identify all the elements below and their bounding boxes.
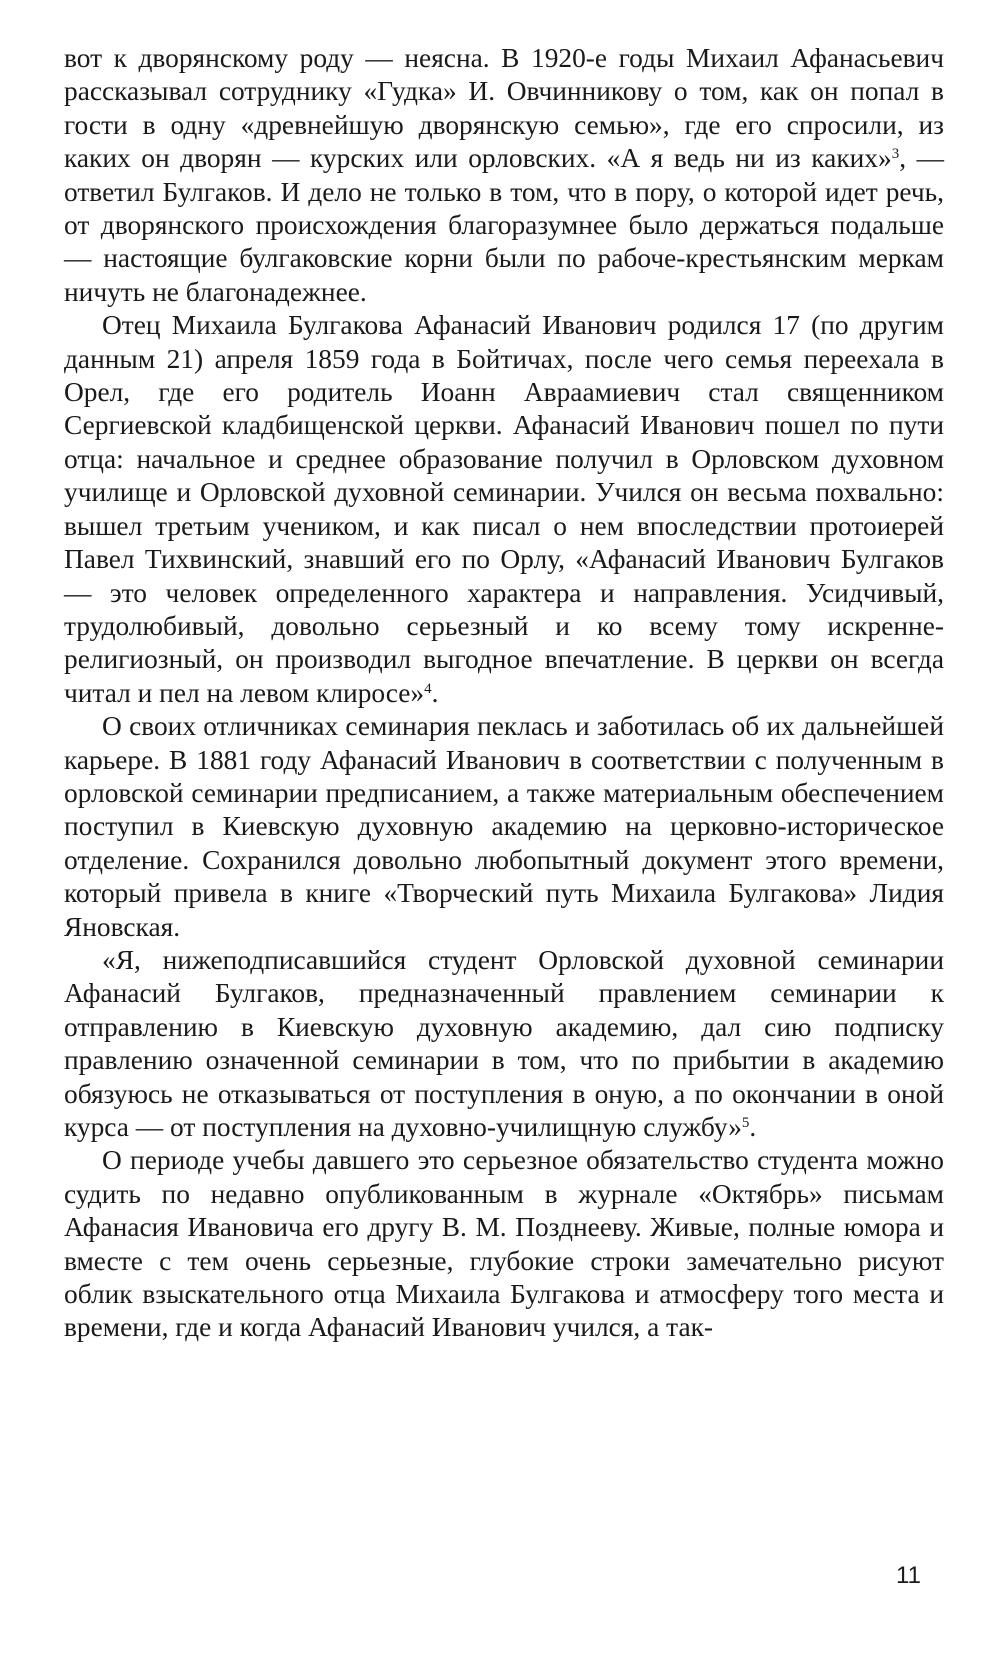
paragraph-5-text: О периоде учебы давшего это серьезное обязательство студента можно судить по недавно опубликованным в журнале «Октябрь» письмам Афанасия Ивановича его другу В. М. Позднееву. Живые, полные юмора и вместе с тем очень серьезные, глубокие строки замечательно рисуют облик взыскательного отца Михаила Булгакова и атмосферу того места и времени, где и когда Афанасий Иванович учился, а так- [64, 1145, 944, 1343]
paragraph-1-text: вот к дворянскому роду — неясна. В 1920-е годы Михаил Афанасьевич рассказывал сотруднику «Гудка» И. Овчинникову о том, как он попал в гости в одну «древнейшую дворянскую семью», где его спросили, из каких он дворян — курских или орловских. «А я ведь ни из каких» [64, 43, 944, 174]
paragraph-2-text: Отец Михаила Булгакова Афанасий Иванович родился 17 (по другим данным 21) апреля 1859 года в Бойтичах, после чего семья переехала в Орел, где его родитель Иоанн Авраамиевич стал священником Сергиевской кладбищенской церкви. Афанасий Иванович пошел по пути отца: начальное и среднее образование получил в Орловском духовном училище и Орловской духовной семинарии. Учился он весьма похвально: вышел третьим учеником, и как писал о нем впоследствии протоиерей Павел Тихвинский, знавший его по Орлу, «Афанасий Иванович Булгаков — это человек определенного характера и направления. Усидчивый, трудолюбивый, довольно серьезный и ко всему тому искренне-религиозный, он производил выгодное впечатление. В церкви он всегда читал и пел на левом клиросе» [64, 310, 944, 708]
footnote-ref-3: 3 [891, 146, 900, 163]
paragraph-3 [64, 710, 944, 944]
paragraph-5 [64, 1144, 944, 1344]
paragraph-2 [64, 309, 944, 710]
paragraph-4 [64, 944, 944, 1144]
page-number: 11 [896, 1562, 921, 1589]
footnote-ref-5: 5 [741, 1115, 750, 1131]
footnote-ref-4: 4 [424, 680, 432, 697]
paragraph-2-continuation: . [431, 677, 439, 708]
paragraph-1 [64, 42, 944, 309]
paragraph-4-text: «Я, нижеподписавшийся студент Орловской духовной семинарии Афанасий Булгаков, предназначенный правлением семинарии к отправлению в Киевскую духовную академию, дал сию подписку правлению означенной семинарии в том, что по прибытии в академию обязуюсь не отказываться от поступления в оную, а по окончании в оной курса — от поступления на духовно-училищную службу» [64, 944, 944, 1142]
paragraph-1-continuation: , — ответил Булгаков. И дело не только в том, что в пору, о которой идет речь, от дворянского происхождения благоразумнее было держаться подальше — настоящие булгаковские корни были по рабоче-крестьянским меркам ничуть не благонадежнее. [64, 143, 944, 307]
paragraph-4-continuation: . [749, 1112, 757, 1142]
paragraph-3-text: О своих отличниках семинария пеклась и заботилась об их дальнейшей карьере. В 1881 году Афанасий Иванович в соответствии с полученным в орловской семинарии предписанием, а также материальным обеспечением поступил в Киевскую духовную академию на церковно-историческое отделение. Сохранился довольно любопытный документ этого времени, который привела в книге «Творческий путь Михаила Булгакова» Лидия Яновская. [64, 711, 944, 942]
